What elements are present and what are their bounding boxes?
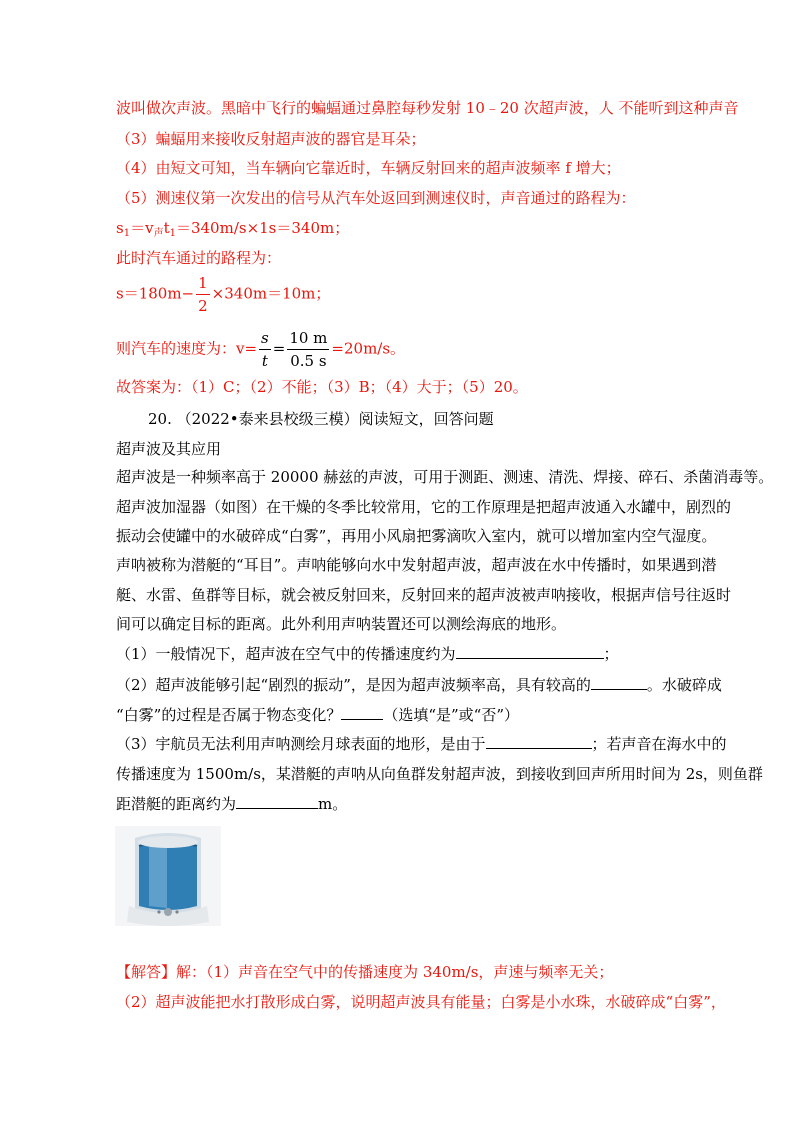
formula-v-suffix: =20m/s。 (331, 339, 406, 358)
answer-line-1: 【解答】解：（1）声音在空气中的传播速度为 340m/s，声速与频率无关； (116, 963, 614, 981)
formula-s1-sub2: 1 (169, 228, 176, 239)
article-line-3: 振动会使罐中的水破碎成“白雾”，再用小风扇把雾滴吹入室内，就可以增加室内空气湿度。 (116, 527, 717, 545)
article-line-4: 声呐被称为潜艇的“耳目”。声呐能够向水中发射超声波，超声波在水中传播时，如果遇到潜 (116, 556, 717, 574)
fraction-s-over-t (259, 327, 271, 372)
fraction-values-num: 10 m (287, 327, 329, 350)
article-line-2: 超声波加湿器（如图）在干燥的冬季比较常用，它的工作原理是把超声波通入水罐中，剧烈的 (116, 498, 732, 516)
formula-s1-eq: ＝v (130, 219, 154, 237)
formula-s1-t: t (163, 219, 170, 237)
question-3-text: （3）宇航员无法利用声呐测绘月球表面的地形，是由于 (116, 735, 486, 753)
question-3-line-3 (116, 794, 347, 814)
answer-blank-1[interactable] (456, 644, 604, 659)
formula-v-eq: = (272, 339, 286, 358)
formula-v-prefix: 则汽车的速度为：v= (116, 339, 258, 358)
fraction-half-num: 1 (196, 272, 210, 295)
humidifier-image (115, 826, 221, 926)
question-2-end: 。水破碎成 (646, 676, 722, 694)
line-6: 此时汽车通过的路程为： (116, 249, 282, 267)
question-2b-end: （选填“是”或“否”） (383, 706, 520, 724)
formula-s-suffix: ×340m＝10m； (211, 284, 331, 303)
line-3: （4）由短文可知，当车辆向它靠近时，车辆反射回来的超声波频率 f 增大； (116, 159, 621, 177)
question-3-line-3-end: m。 (318, 795, 348, 813)
answer-blank-3[interactable] (341, 705, 383, 720)
fraction-half-den: 2 (198, 297, 208, 315)
question-3-line-2: 传播速度为 1500m/s，某潜艇的声呐从向鱼群发射超声波，到接收到回声所用时间为 2s，则鱼群 (116, 765, 763, 783)
article-line-5: 艇、水雷、鱼群等目标，就会被反射回来，反射回来的超声波被声呐接收，根据声信号往返时 (116, 586, 732, 604)
question-3 (116, 734, 727, 754)
fraction-values (287, 327, 329, 372)
line-answer-summary: 故答案为：（1）C；（2）不能；（3）B；（4）大于；（5）20。 (116, 378, 528, 396)
line-4: （5）测速仪第一次发出的信号从汽车处返回到测速仪时，声音通过的路程为： (116, 189, 636, 207)
article-line-6: 间可以确定目标的距离。此外利用声呐装置还可以测绘海底的地形。 (116, 615, 567, 633)
question-3-end: ；若声音在海水中的 (591, 735, 727, 753)
question-20-header: 20. （2022•泰来县校级三模）阅读短文，回答问题 (148, 410, 494, 428)
formula-s1 (116, 218, 349, 244)
question-1 (116, 644, 619, 664)
formula-s-prefix: s＝180m− (116, 284, 195, 303)
fraction-s-num: s (259, 327, 271, 350)
fraction-values-den: 0.5 s (290, 352, 327, 370)
answer-blank-4[interactable] (486, 734, 592, 749)
question-3-line-3-text: 距潜艇的距离约为 (116, 795, 237, 813)
formula-v (116, 327, 405, 372)
answer-line-2: （2）超声波能把水打散形成白雾，说明超声波具有能量；白雾是小水珠，水破碎成“白雾”， (116, 993, 726, 1011)
question-2b-text: “白雾”的过程是否属于物态变化？ (116, 706, 342, 724)
fraction-t-den: t (261, 352, 268, 370)
question-2 (116, 675, 722, 695)
answer-blank-5[interactable] (236, 794, 318, 809)
article-line-1: 超声波是一种频率高于 20000 赫兹的声波，可用于测距、测速、清洗、焊接、碎石、杀菌消毒等。 (116, 468, 774, 486)
question-2-text: （2）超声波能够引起“剧烈的振动”，是因为超声波频率高，具有较高的 (116, 676, 591, 694)
formula-s1-rest: ＝340m/s×1s＝340m； (175, 219, 350, 237)
line-2: （3）蝙蝠用来接收反射超声波的器官是耳朵； (116, 130, 426, 148)
formula-s1-s: s (116, 219, 124, 237)
question-2b (116, 705, 519, 725)
question-1-text: （1）一般情况下，超声波在空气中的传播速度约为 (116, 645, 456, 663)
formula-s (116, 272, 330, 317)
formula-s1-sub1: 1 (123, 228, 131, 239)
article-title: 超声波及其应用 (116, 440, 222, 458)
line-1: 波叫做次声波。黑暗中飞行的蝙蝠通过鼻腔每秒发射 10﹣20 次超声波，人 不能听到这种声音 (116, 99, 739, 117)
formula-s1-sub-sheng: 声 (153, 228, 164, 239)
answer-blank-2[interactable] (591, 675, 647, 690)
fraction-half (196, 272, 210, 317)
question-1-end: ； (603, 645, 619, 663)
